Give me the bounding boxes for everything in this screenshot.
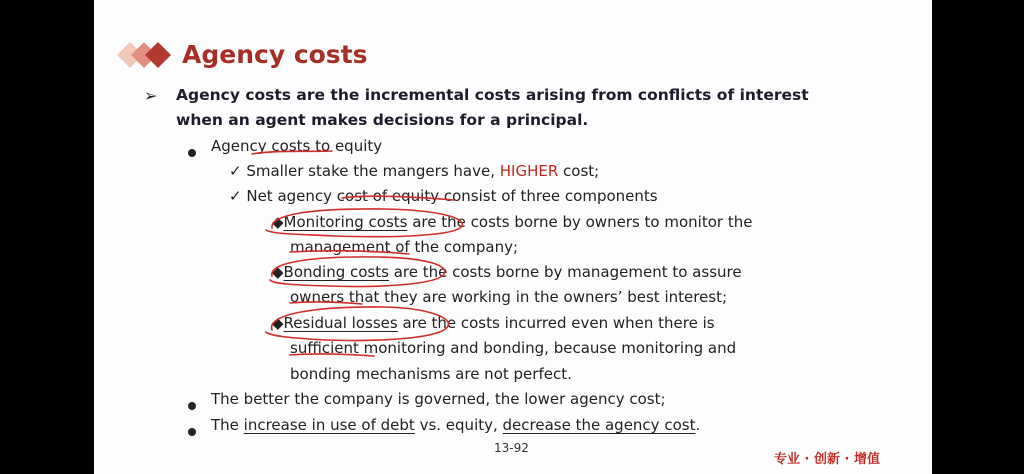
component-residual: [272, 314, 715, 332]
check1-text-b: cost;: [558, 162, 600, 180]
point-agency-costs: [211, 137, 382, 155]
component-3-line-2: sufficient monitoring and bonding, because monitoring and: [290, 339, 737, 357]
component-2-line-1: are the costs borne by management to assure: [388, 263, 742, 281]
component-3-line-3: bonding mechanisms are not perfect.: [290, 365, 572, 383]
point1-text-b: costs: [271, 137, 311, 155]
check1-text-a: Smaller stake the mangers have,: [246, 162, 500, 180]
check-item-net-agency: [229, 187, 658, 205]
slide: [94, 0, 932, 474]
diamond-bullet-icon: ◆: [272, 263, 284, 281]
component-bonding: [272, 263, 742, 281]
component-monitoring: [272, 213, 752, 231]
slide-title: Agency costs: [182, 40, 368, 69]
check-item-smaller-stake: [229, 162, 599, 180]
bullet-dot-icon: [188, 142, 196, 161]
term-bonding-costs: Bonding costs: [283, 263, 389, 281]
point3-text-e: .: [695, 416, 701, 434]
check-icon: ✓: [229, 162, 242, 180]
title-diamonds-icon: [116, 38, 182, 72]
point1-text-a: Agency: [211, 137, 272, 155]
check-icon: ✓: [229, 187, 242, 205]
component-1-line-1: are the costs borne by owners to monitor the: [407, 213, 753, 231]
arrow-bullet-icon: ➢: [144, 86, 158, 105]
bullet-dot-icon: [188, 421, 196, 440]
point1-text-c: to equity: [310, 137, 383, 155]
point3-text-b: increase in use of debt: [243, 416, 415, 434]
term-monitoring-costs: Monitoring costs: [283, 213, 408, 231]
component-1-line-2: management of the company;: [290, 238, 519, 256]
diamond-bullet-icon: ◆: [272, 213, 284, 231]
term-residual-losses: Residual losses: [283, 314, 398, 332]
page-number: 13-92: [494, 441, 529, 455]
point3-text-a: The: [211, 416, 244, 434]
footer-brand: 专业 · 创新 · 增值: [774, 452, 880, 467]
component-2-line-2: owners that they are working in the owners’ best interest;: [290, 288, 728, 306]
diamond-bullet-icon: ◆: [272, 314, 284, 332]
higher-highlight: HIGHER: [499, 162, 559, 180]
point3-text-c: vs. equity,: [414, 416, 503, 434]
point-debt: [211, 416, 700, 434]
intro-line-2: when an agent makes decisions for a principal.: [176, 111, 589, 129]
point-governance: The better the company is governed, the lower agency cost;: [211, 390, 666, 408]
component-3-line-1: are the costs incurred even when there is: [397, 314, 715, 332]
bullet-dot-icon: [188, 395, 196, 414]
intro-line-1: Agency costs are the incremental costs arising from conflicts of interest: [176, 86, 809, 104]
check2-text: Net agency cost of equity consist of three components: [246, 187, 658, 205]
point3-text-d: decrease the agency cost: [502, 416, 696, 434]
